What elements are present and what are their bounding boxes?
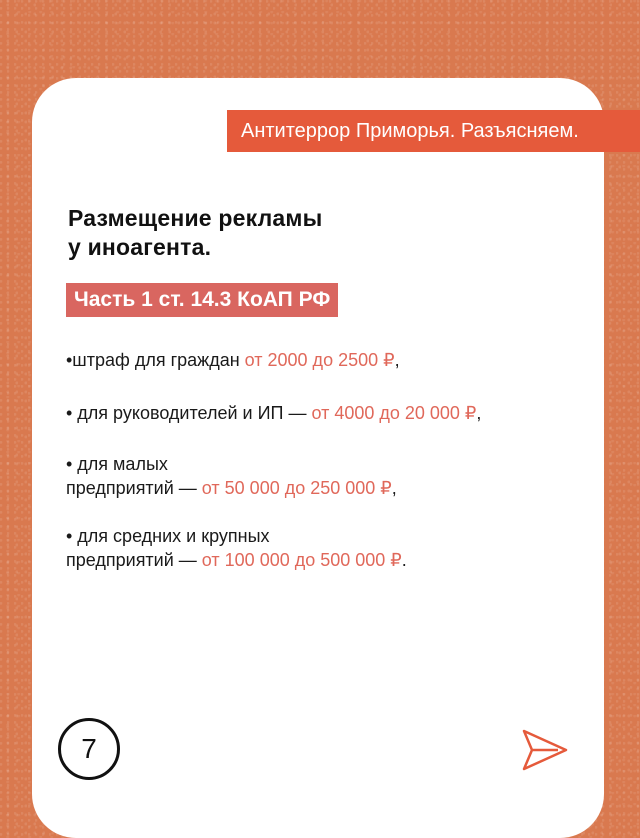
list-item (66, 524, 407, 572)
item-punct: , (391, 478, 397, 498)
send-arrow-icon[interactable] (518, 728, 570, 772)
item-punct: , (394, 350, 400, 370)
item-text: • для руководителей и ИП — (66, 403, 312, 423)
page-number-text: 7 (81, 733, 97, 764)
item-text: •штраф для граждан (66, 350, 245, 370)
page-number (58, 718, 120, 780)
title-line-2: у иноагента. (68, 234, 212, 260)
header-tag-text: Антитеррор Приморья. Разъясняем. (241, 119, 579, 142)
article-text: Часть 1 ст. 14.3 КоАП РФ (74, 288, 331, 311)
item-text: • для малых (66, 454, 168, 474)
item-text: предприятий — (66, 478, 202, 498)
title-line-1: Размещение рекламы (68, 205, 323, 231)
page-title (68, 204, 322, 262)
item-amount: от 4000 до 20 000 ₽ (311, 403, 477, 423)
item-amount: от 100 000 до 500 000 ₽ (201, 550, 402, 570)
item-punct: . (401, 550, 407, 570)
list-item (66, 401, 481, 425)
item-punct: , (476, 403, 482, 423)
list-item (66, 348, 400, 372)
item-text: • для средних и крупных (66, 526, 270, 546)
list-item (66, 452, 397, 500)
article-badge (66, 283, 338, 317)
item-text: предприятий — (66, 550, 202, 570)
item-amount: от 2000 до 2500 ₽ (244, 350, 395, 370)
item-amount: от 50 000 до 250 000 ₽ (201, 478, 392, 498)
header-tag (227, 110, 640, 152)
